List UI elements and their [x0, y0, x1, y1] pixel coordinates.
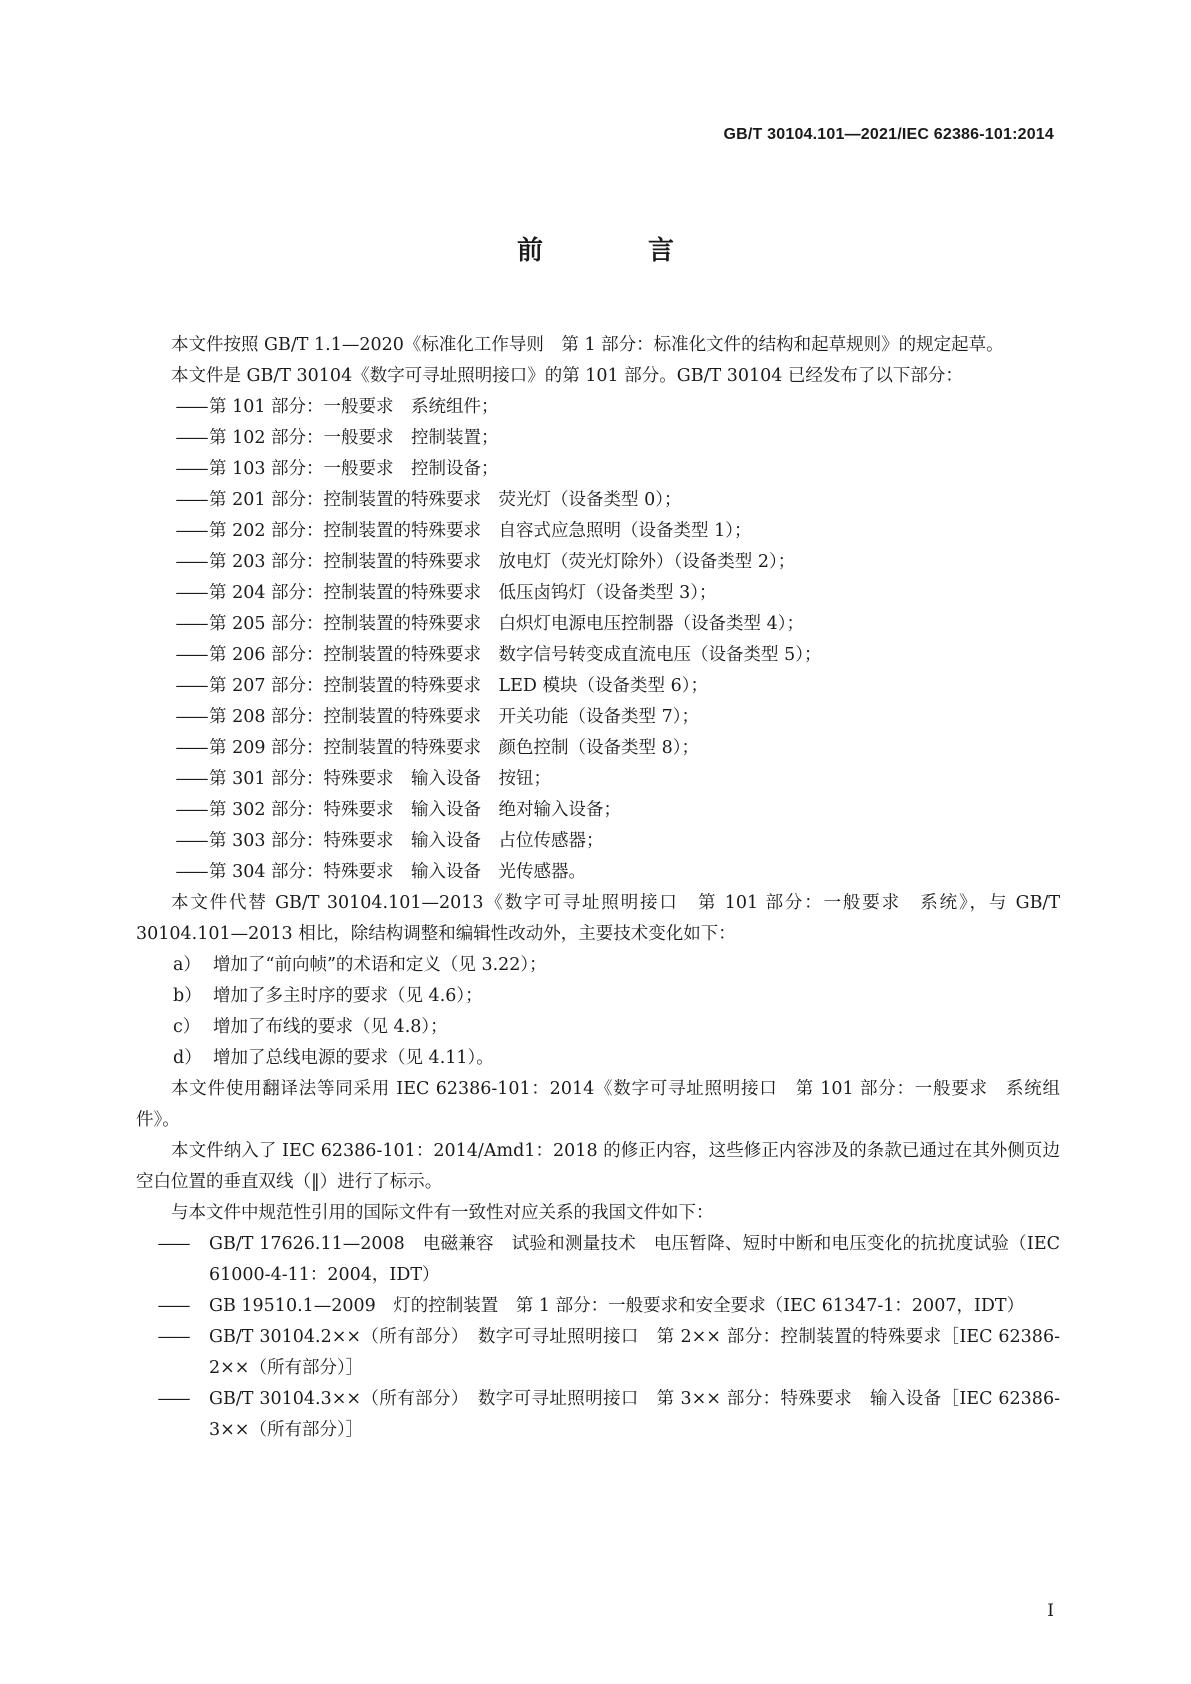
list-item-text: 第 201 部分：控制装置的特殊要求 荧光灯（设备类型 0）； — [209, 490, 682, 510]
list-item-text: 增加了多主时序的要求（见 4.6）； — [213, 986, 483, 1006]
paragraph-translation-method: 本文件使用翻译法等同采用 IEC 62386-101：2014《数字可寻址照明接口 第 101 部分：一般要求 系统组件》。 — [136, 1079, 1060, 1130]
parts-list — [136, 392, 1060, 888]
list-item — [136, 609, 1060, 640]
dash-marker: —— — [175, 583, 207, 603]
list-item — [136, 950, 1060, 981]
list-item — [136, 485, 1060, 516]
dash-marker: —— — [175, 490, 207, 510]
dash-marker: —— — [175, 614, 207, 634]
paragraph-replacement: 本文件代替 GB/T 30104.101—2013《数字可寻址照明接口 第 101 部分：一般要求 系统》，与 GB/T 30104.101—2013 相比，除结构调整和编辑性改动外，主要技术变化如下： — [136, 893, 1060, 944]
list-item-text: 第 103 部分：一般要求 控制设备； — [209, 459, 499, 479]
list-item-text: 第 206 部分：控制装置的特殊要求 数字信号转变成直流电压（设备类型 5）； — [209, 645, 822, 665]
dash-marker: —— — [175, 831, 207, 851]
dash-marker: —— — [175, 676, 207, 696]
list-item — [136, 1012, 1060, 1043]
list-item-text: 增加了布线的要求（见 4.8）； — [213, 1017, 448, 1037]
list-item — [136, 640, 1060, 671]
list-item — [136, 578, 1060, 609]
list-item-text: 第 303 部分：特殊要求 输入设备 占位传感器； — [209, 831, 604, 851]
dash-marker: —— — [175, 459, 207, 479]
document-code: GB/T 30104.101—2021/IEC 62386-101:2014 — [723, 126, 1054, 143]
list-item — [136, 1043, 1060, 1074]
list-item-mark: b） — [173, 986, 202, 1006]
dash-marker: —— — [175, 552, 207, 572]
list-item — [136, 981, 1060, 1012]
list-item-text: 第 101 部分：一般要求 系统组件； — [209, 397, 499, 417]
list-item — [136, 1322, 1060, 1384]
list-item-text: 第 203 部分：控制装置的特殊要求 放电灯（荧光灯除外）（设备类型 2）； — [209, 552, 796, 572]
list-item-text: 第 302 部分：特殊要求 输入设备 绝对输入设备； — [209, 800, 622, 820]
changes-list — [136, 950, 1060, 1074]
list-item — [136, 1229, 1060, 1291]
list-item-text: 增加了“前向帧”的术语和定义（见 3.22）； — [213, 955, 547, 975]
list-item — [136, 826, 1060, 857]
list-item-text: GB/T 30104.3××（所有部分） 数字可寻址照明接口 第 3×× 部分：特殊要求 输入设备［IEC 62386-3××（所有部分）］ — [209, 1389, 1060, 1440]
list-item — [136, 764, 1060, 795]
list-item-text: 第 209 部分：控制装置的特殊要求 颜色控制（设备类型 8）； — [209, 738, 699, 758]
list-item-mark: a） — [173, 955, 201, 975]
list-item — [136, 702, 1060, 733]
list-item-text: 第 204 部分：控制装置的特殊要求 低压卤钨灯（设备类型 3）； — [209, 583, 717, 603]
list-item-text: 第 102 部分：一般要求 控制装置； — [209, 428, 499, 448]
list-item — [136, 392, 1060, 423]
list-item-text: GB/T 17626.11—2008 电磁兼容 试验和测量技术 电压暂降、短时中断和电压变化的抗扰度试验（IEC 61000-4-11：2004，IDT） — [209, 1234, 1060, 1285]
dash-marker: —— — [175, 707, 207, 727]
dash-marker: —— — [175, 862, 207, 882]
list-item — [136, 795, 1060, 826]
page-title: 前 言 — [516, 236, 723, 266]
list-item-text: 第 301 部分：特殊要求 输入设备 按钮； — [209, 769, 552, 789]
list-item-mark: c） — [173, 1017, 201, 1037]
dash-marker: —— — [175, 428, 207, 448]
dash-marker: —— — [175, 738, 207, 758]
list-item-text: GB/T 30104.2××（所有部分） 数字可寻址照明接口 第 2×× 部分：控制装置的特殊要求［IEC 62386-2××（所有部分）］ — [209, 1327, 1060, 1378]
list-item — [136, 1384, 1060, 1446]
list-item-text: 第 205 部分：控制装置的特殊要求 白炽灯电源电压控制器（设备类型 4）； — [209, 614, 804, 634]
list-item-text: 增加了总线电源的要求（见 4.11）。 — [213, 1048, 494, 1068]
dash-marker: —— — [157, 1234, 189, 1254]
references-list — [136, 1229, 1060, 1446]
dash-marker: —— — [157, 1327, 189, 1347]
dash-marker: —— — [175, 800, 207, 820]
list-item-text: 第 208 部分：控制装置的特殊要求 开关功能（设备类型 7）； — [209, 707, 699, 727]
list-item — [136, 671, 1060, 702]
paragraph-references-intro: 与本文件中规范性引用的国际文件有一致性对应关系的我国文件如下： — [171, 1203, 714, 1223]
list-item — [136, 423, 1060, 454]
list-item — [136, 857, 1060, 888]
dash-marker: —— — [175, 769, 207, 789]
list-item — [136, 454, 1060, 485]
paragraph-series-intro: 本文件是 GB/T 30104《数字可寻址照明接口》的第 101 部分。GB/T 30104 已经发布了以下部分： — [171, 366, 963, 386]
page-number: I — [1047, 1601, 1054, 1621]
list-item — [136, 1291, 1060, 1322]
dash-marker: —— — [175, 397, 207, 417]
dash-marker: —— — [157, 1296, 189, 1316]
list-item — [136, 516, 1060, 547]
paragraph-amendment: 本文件纳入了 IEC 62386-101：2014/Amd1：2018 的修正内容，这些修正内容涉及的条款已通过在其外侧页边空白位置的垂直双线（‖）进行了标示。 — [136, 1141, 1060, 1192]
list-item — [136, 547, 1060, 578]
list-item-text: 第 202 部分：控制装置的特殊要求 自容式应急照明（设备类型 1）； — [209, 521, 752, 541]
list-item-text: 第 304 部分：特殊要求 输入设备 光传感器。 — [209, 862, 587, 882]
paragraph-drafting-rules: 本文件按照 GB/T 1.1—2020《标准化工作导则 第 1 部分：标准化文件的结构和起草规则》的规定起草。 — [171, 335, 1004, 355]
dash-marker: —— — [175, 521, 207, 541]
dash-marker: —— — [175, 645, 207, 665]
foreword-body — [136, 330, 1060, 1446]
list-item-text: GB 19510.1—2009 灯的控制装置 第 1 部分：一般要求和安全要求（IEC 61347-1：2007，IDT） — [209, 1296, 1025, 1316]
dash-marker: —— — [157, 1389, 189, 1409]
list-item-text: 第 207 部分：控制装置的特殊要求 LED 模块（设备类型 6）； — [209, 676, 708, 696]
list-item — [136, 733, 1060, 764]
list-item-mark: d） — [173, 1048, 202, 1068]
